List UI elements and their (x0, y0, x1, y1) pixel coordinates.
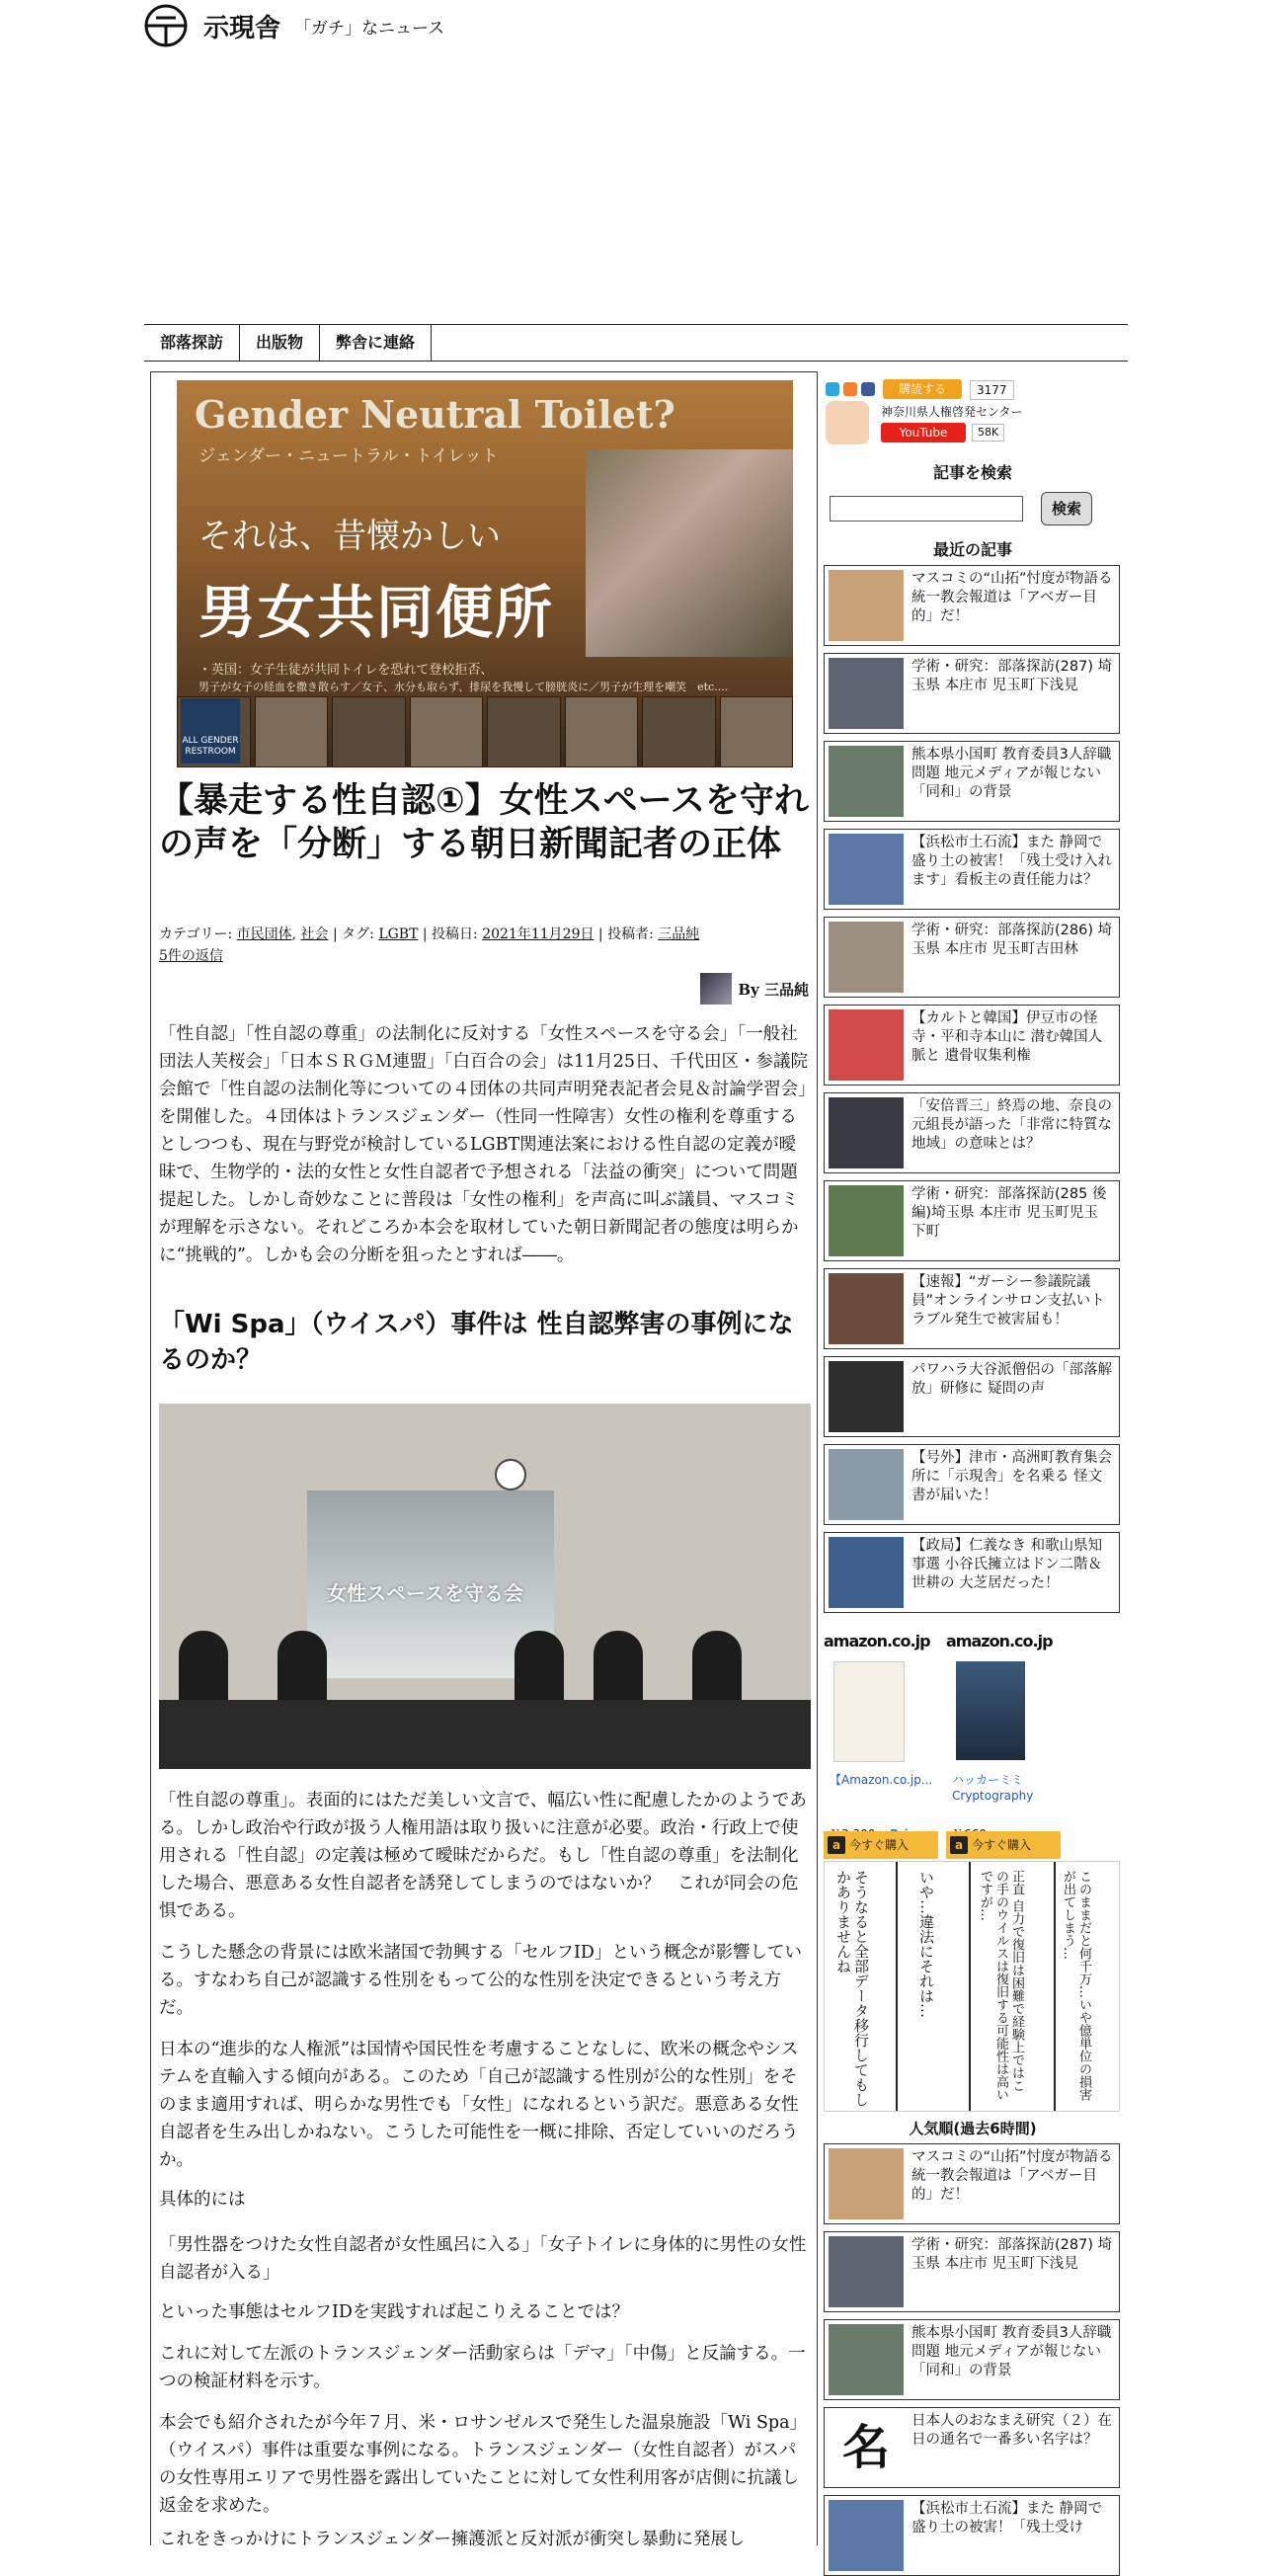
category-label: カテゴリー: (159, 926, 237, 942)
article-thumbnail (829, 922, 904, 993)
amazon-logo: amazon.co.jp (946, 1632, 1053, 1650)
recent-article-item[interactable] (824, 1005, 1120, 1086)
recent-heading: 最近の記事 (932, 540, 1012, 559)
restroom-sign-icon: ALL GENDER RESTROOM (181, 698, 240, 764)
hero-image (177, 380, 793, 767)
article-thumbnail (829, 2324, 904, 2395)
paragraph: 本会でも紹介されたが今年７月、米・ロサンゼルスで発生した温泉施設「Wi Spa」（ウイスパ）事件は重要な事例になる。トランスジェンダー（女性自認者）がスパの女性専用エリアで男性器を露出していたことに対して女性利用客が店側に抗議し返金を求めた。 (159, 2413, 808, 2516)
person-figure (277, 1631, 327, 1710)
buy-now-button[interactable]: a 今すぐ購入 (824, 1831, 938, 1859)
article-thumbnail (829, 1537, 904, 1608)
article-thumbnail (829, 834, 904, 905)
site-name[interactable]: 示現舎 (203, 14, 281, 43)
recent-article-item[interactable] (824, 1180, 1120, 1261)
conference-table (159, 1700, 811, 1769)
article-thumbnail (829, 2236, 904, 2307)
manga-speech: 正直 自力で復旧は困難で経験上ではこの手のウイルスは復旧する可能性は高いですが… (978, 1870, 1024, 2101)
category-link-civic[interactable]: 市民団体 (236, 926, 292, 942)
org-name[interactable]: 神奈川県人権啓発センター (881, 405, 1023, 419)
screen-text: 女性スペースを守る会 (327, 1581, 523, 1605)
recent-article-title[interactable]: 【カルトと韓国】伊豆市の怪寺・平和寺本山に 潜む韓国人脈と 遺骨収集利権 (911, 1010, 1103, 1064)
section-heading: 「Wi Spa」（ウイスパ）事件は 性自認弊害の事例になるのか？ (159, 1310, 794, 1375)
amazon-ads (824, 1632, 1122, 1865)
recent-article-item[interactable] (824, 565, 1120, 646)
article-thumbnail (829, 1449, 904, 1520)
paragraph: 「男性器をつけた女性自認者が女性風呂に入る」「女子トイレに身体的に男性の女性自認者が入る」 (159, 2235, 807, 2283)
article-meta: カテゴリー: 市民団体, 社会 | タグ: LGBT | 投稿日: 2021年11月29日 | 投稿者: 三品純 5件の返信 (159, 926, 700, 964)
paragraph: これに対して左派のトランスジェンダー活動家らは「デマ」「中傷」と反論する。一つの検証材料を示す。 (159, 2344, 806, 2391)
recent-article-item[interactable] (824, 741, 1120, 822)
recent-article-title[interactable]: マスコミの“山拓”忖度が物語る 統一教会報道は「アベガー目的」だ！ (911, 571, 1113, 624)
recent-article-title[interactable]: 学術・研究：部落探訪(286) 埼玉県 本庄市 児玉町吉田林 (911, 923, 1113, 957)
nav-item-publications[interactable]: 出版物 (240, 325, 320, 361)
paragraph: こうした懸念の背景には欧米諸国で勃興する「セルフID」という概念が影響している。すなわち自己が認識する性別をもって公的な性別を決定できるという考え方だ。 (159, 1943, 802, 2018)
product-name[interactable]: 【Amazon.co.jp... (830, 1773, 933, 1787)
recent-article-item[interactable] (824, 1092, 1120, 1173)
recent-article-title[interactable]: 【政局】仁義なき 和歌山県知事選 小谷氏擁立はドン二階＆世耕の 大芝居だった！ (911, 1538, 1103, 1591)
person-figure (692, 1631, 742, 1710)
article-thumbnail (829, 658, 904, 729)
author-label: | 投稿者: (594, 926, 659, 942)
paragraph: といった事態はセルフIDを実践すれば起こりえることでは？ (159, 2302, 629, 2322)
site-header (144, 0, 1132, 59)
popular-heading: 人気順(過去6時間) (909, 2120, 1037, 2137)
article-thumbnail (829, 2148, 904, 2219)
hero-photo-strip (177, 696, 793, 767)
byline (700, 973, 809, 1005)
article-column (150, 371, 818, 2549)
hero-title-en: Gender Neutral Toilet? (195, 392, 675, 437)
recent-article-item[interactable] (824, 829, 1120, 910)
article-thumbnail (829, 1273, 904, 1344)
article-thumbnail (829, 570, 904, 641)
tag-label: | タグ: (328, 926, 379, 942)
replies-link[interactable]: 5件の返信 (159, 948, 223, 964)
article-thumbnail (829, 1185, 904, 1256)
recent-article-item[interactable] (824, 1268, 1120, 1349)
social-widget (824, 379, 1122, 450)
popular-article-title[interactable]: 【浜松市土石流】また 静岡で 盛り土の被害！「残土受け (911, 2501, 1103, 2536)
popular-article-item[interactable] (824, 2319, 1120, 2400)
recent-article-title[interactable]: 熊本県小国町 教育委員3人辞職問題 地元メディアが報じない「同和」の背景 (911, 747, 1112, 800)
popular-article-item[interactable] (824, 2143, 1120, 2224)
manga-speech: そうなると全部データ移行してもしかありませんね (834, 1870, 870, 2107)
product-name[interactable]: ハッカーミミ Cryptography (952, 1773, 1034, 1803)
popular-article-item[interactable] (824, 2495, 1120, 2576)
paragraph: 日本の“進歩的な人権派”は国情や国民性を考慮することなしに、欧米の概念やシステムを直輸入する傾向がある。このため「自己が認識する性別が公的な性別」をそのまま適用すれば、明らかな男性でも「女性」になれるという訳だ。悪意ある女性自認者を生み出しかねない。こうした可能性を一概に排除、否定していいのだろうか。 (159, 2040, 799, 2170)
popular-article-item[interactable] (824, 2231, 1120, 2312)
tag-link[interactable]: LGBT (378, 926, 419, 942)
manga-ad[interactable] (824, 1861, 1120, 2112)
paragraph: 「性自認の尊重」。表面的にはただ美しい文言で、幅広い性に配慮したかのようである。しかし政治や行政が扱う人権用語は取り扱いに注意が必要。政治・行政上で使用される「性自認」の定義は極めて曖昧だからだ。もし「性自認の尊重」を法制化した場合、悪意ある女性自認者を誘発してしまうのではないか？ これが同会の危惧である。 (159, 1791, 807, 1921)
facebook-icon[interactable] (861, 382, 875, 396)
amazon-logo: amazon.co.jp (824, 1632, 930, 1650)
recent-article-title[interactable]: 「安倍晋三」終焉の地、奈良の 元組長が語った「非常に特質な地域」の意味とは？ (911, 1098, 1112, 1152)
paragraph: 「性自認」「性自認の尊重」の法制化に反対する「女性スペースを守る会」「一般社団法人芙桜会」「日本ＳＲＧＭ連盟」「白百合の会」は11月25日、千代田区・参議院会館で「性自認の法制化等についての４団体の共同声明発表記者会見＆討論学習会」を開催した。４団体はトランスジェンダー（性同一性障害）女性の権利を尊重するとしつつも、現在与野党が検討しているLGBT関連法案における性自認の定義が曖昧で、生物学的・法的女性と女性自認者で予想される「法益の衝突」について問題提起した。しかし奇妙なことに普段は「女性の権利」を声高に叫ぶ議員、マスコミが理解を示さない。それどころか本会を取材していた朝日新聞記者の態度は明らかに“挑戦的”。しかも会の分断を狙ったとすれば――。 (159, 1024, 809, 1265)
hero-subtitle: ジェンダー・ニュートラル・トイレット (198, 446, 499, 466)
press-conference-photo (159, 1404, 811, 1769)
name-kanji-thumbnail: 名 (829, 2412, 904, 2483)
search-input[interactable] (830, 496, 1023, 522)
popular-article-title[interactable]: 日本人のおなまえ研究（２）在日の通名で一番多い名字は？ (911, 2413, 1112, 2448)
author-link[interactable]: 三品純 (658, 926, 700, 942)
posted-label: | 投稿日: (418, 926, 483, 942)
recent-article-title[interactable]: 【号外】津市・高洲町教育集会所に「示現舎」を名乗る 怪文書が届いた！ (911, 1450, 1112, 1503)
amazon-ad[interactable] (824, 1632, 934, 1865)
recent-article-item[interactable] (824, 917, 1120, 998)
recent-article-item[interactable] (824, 1532, 1120, 1613)
site-tagline: 「ガチ」なニュース (294, 19, 445, 39)
clock-icon (495, 1459, 526, 1490)
twitter-icon[interactable] (826, 382, 839, 396)
recent-article-title[interactable]: 【浜松市土石流】また 静岡で 盛り土の被害！「残土受け入れます」看板主の責任能力は？ (911, 835, 1112, 888)
main-nav (144, 324, 1128, 362)
posted-date-link[interactable]: 2021年11月29日 (482, 926, 594, 942)
recent-article-title[interactable]: 【速報】“ガーシー参議院議員”オンラインサロン支払いトラブル発生で被害届も！ (911, 1274, 1105, 1328)
recent-article-title[interactable]: 学術・研究：部落探訪(285 後編)埼玉県 本庄市 児玉町児玉 下町 (911, 1186, 1107, 1240)
hero-caption-small: 男子が女子の経血を撒き散らす／女子、水分も取らず、排尿を我慢して膀胱炎に／男子が生理を嘲笑 etc.... (198, 681, 729, 693)
hero-photo-area (586, 449, 793, 657)
follow-button[interactable]: 購読する (883, 379, 962, 399)
hero-caption: ・英国：女子生徒が共同トイレを恐れて登校拒否、 (198, 663, 494, 678)
paragraph: 具体的には (159, 2190, 246, 2210)
amazon-ad[interactable] (946, 1632, 1057, 1865)
product-image (833, 1661, 905, 1762)
popular-article-title[interactable]: 熊本県小国町 教育委員3人辞職問題 地元メディアが報じない「同和」の背景 (911, 2325, 1112, 2378)
hero-line3: 男女共同便所 (198, 579, 555, 646)
youtube-button[interactable]: YouTube (881, 423, 966, 443)
popular-article-title[interactable]: 学術・研究：部落探訪(287) 埼玉県 本庄市 児玉町下浅見 (911, 2237, 1113, 2272)
person-figure (515, 1631, 564, 1710)
recent-article-title[interactable]: パワハラ大谷派僧侶の「部落解放」研修に 疑問の声 (911, 1362, 1112, 1397)
manga-speech: いや…違法にそれは… (917, 1870, 935, 2018)
author-avatar (700, 973, 732, 1005)
manga-panel (971, 1862, 1056, 2111)
nav-item-contact[interactable]: 弊舎に連絡 (320, 325, 432, 361)
article-thumbnail (829, 1361, 904, 1432)
article-title: 【暴走する性自認①】女性スペースを守れの声を「分断」する朝日新聞記者の正体 (159, 781, 809, 864)
follow-count: 3177 (970, 380, 1014, 400)
popular-article-title[interactable]: マスコミの“山拓”忖度が物語る 統一教会報道は「アベガー目的」だ！ (911, 2149, 1113, 2203)
site-logo-icon[interactable] (144, 4, 188, 47)
rss-icon[interactable] (843, 382, 857, 396)
youtube-count: 58K (972, 424, 1004, 442)
buy-now-button[interactable]: a 今すぐ購入 (946, 1831, 1061, 1859)
person-figure (179, 1631, 228, 1710)
article-thumbnail (829, 746, 904, 817)
recent-article-item[interactable] (824, 1444, 1120, 1525)
recent-article-item[interactable] (824, 1356, 1120, 1437)
nav-item-buraku-tanbou[interactable]: 部落探訪 (144, 325, 240, 361)
popular-article-item[interactable] (824, 2407, 1120, 2488)
article-thumbnail (829, 1097, 904, 1168)
recent-article-title[interactable]: 学術・研究：部落探訪(287) 埼玉県 本庄市 児玉町下浅見 (911, 659, 1113, 693)
person-figure (594, 1631, 643, 1710)
product-image (956, 1661, 1025, 1760)
paragraph: これをきっかけにトランスジェンダー擁護派と反対派が衝突し暴動に発展し (159, 2530, 746, 2549)
article-thumbnail (829, 2500, 904, 2571)
manga-panel (1056, 1862, 1119, 2111)
manga-panel (825, 1862, 898, 2111)
search-heading: 記事を検索 (932, 463, 1012, 482)
manga-panel (898, 1862, 971, 2111)
mascot-icon (826, 401, 869, 444)
category-link-society[interactable]: 社会 (300, 926, 329, 942)
manga-speech: このままだと何千万…いや億単位の損害が出てしまう… (1061, 1870, 1091, 2101)
hero-line2: それは、昔懐かしい (198, 517, 501, 556)
article-thumbnail (829, 1009, 904, 1081)
search-button[interactable]: 検索 (1041, 492, 1092, 525)
recent-article-item[interactable] (824, 653, 1120, 734)
byline-text[interactable]: By 三品純 (738, 980, 809, 999)
